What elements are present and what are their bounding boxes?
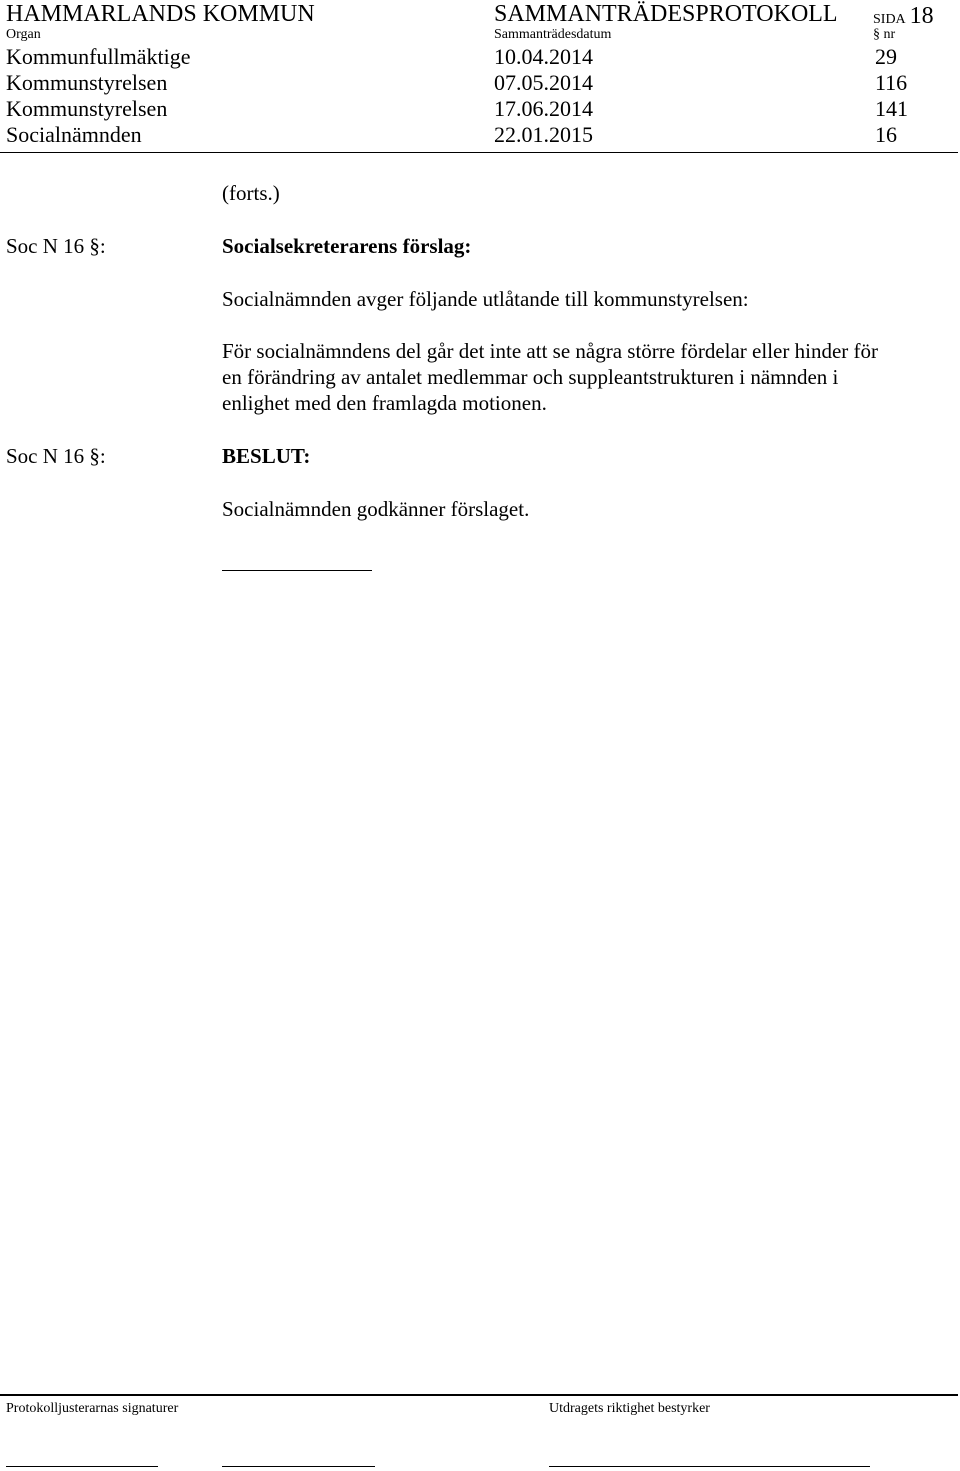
section-ref-decision: Soc N 16 §: bbox=[6, 444, 106, 468]
statement-line-2: en förändring av antalet medlemmar och suppleantstrukturen i nämnden i bbox=[222, 365, 839, 389]
decision-text: Socialnämnden godkänner förslaget. bbox=[222, 497, 530, 521]
meeting-organ-1: Kommunfullmäktige bbox=[6, 44, 191, 69]
meeting-organ-4: Socialnämnden bbox=[6, 122, 142, 147]
meeting-nr-1: 29 bbox=[875, 44, 897, 69]
signature-line-1 bbox=[6, 1466, 158, 1467]
document-type: SAMMANTRÄDESPROTOKOLL bbox=[494, 1, 838, 27]
meeting-date-3: 17.06.2014 bbox=[494, 96, 593, 121]
meeting-nr-2: 116 bbox=[875, 70, 908, 95]
section-heading-proposal: Socialsekreterarens förslag: bbox=[222, 234, 472, 258]
continued-note: (forts.) bbox=[222, 181, 280, 205]
section-heading-decision: BESLUT: bbox=[222, 444, 311, 468]
statement-line-1: För socialnämndens del går det inte att se några större fördelar eller hinder för bbox=[222, 339, 878, 363]
column-label-organ: Organ bbox=[6, 27, 41, 42]
footer-label-signatures: Protokolljusterarnas signaturer bbox=[6, 1401, 179, 1416]
meeting-date-2: 07.05.2014 bbox=[494, 70, 593, 95]
section-ref-proposal: Soc N 16 §: bbox=[6, 234, 106, 258]
page-indicator bbox=[873, 2, 934, 30]
meeting-organ-3: Kommunstyrelsen bbox=[6, 96, 168, 121]
page-label: SIDA bbox=[873, 12, 906, 27]
municipality-name: HAMMARLANDS KOMMUN bbox=[6, 1, 315, 27]
statement-line-3: enlighet med den framlagda motionen. bbox=[222, 391, 547, 415]
meeting-date-4: 22.01.2015 bbox=[494, 122, 593, 147]
meeting-organ-2: Kommunstyrelsen bbox=[6, 70, 168, 95]
column-label-nr: § nr bbox=[873, 27, 896, 42]
footer-label-certification: Utdragets riktighet bestyrker bbox=[549, 1401, 710, 1416]
certification-line bbox=[549, 1466, 870, 1467]
statement-intro: Socialnämnden avger följande utlåtande till kommunstyrelsen: bbox=[222, 287, 749, 311]
page-number: 18 bbox=[909, 3, 934, 29]
column-label-date: Sammanträdesdatum bbox=[494, 27, 612, 42]
meeting-date-1: 10.04.2014 bbox=[494, 44, 593, 69]
section-end-line bbox=[222, 570, 372, 571]
signature-line-2 bbox=[222, 1466, 375, 1467]
header-divider bbox=[0, 152, 958, 153]
footer-divider bbox=[0, 1394, 958, 1396]
meeting-nr-3: 141 bbox=[875, 96, 908, 121]
meeting-nr-4: 16 bbox=[875, 122, 897, 147]
paragraph-symbol: § bbox=[873, 27, 880, 42]
